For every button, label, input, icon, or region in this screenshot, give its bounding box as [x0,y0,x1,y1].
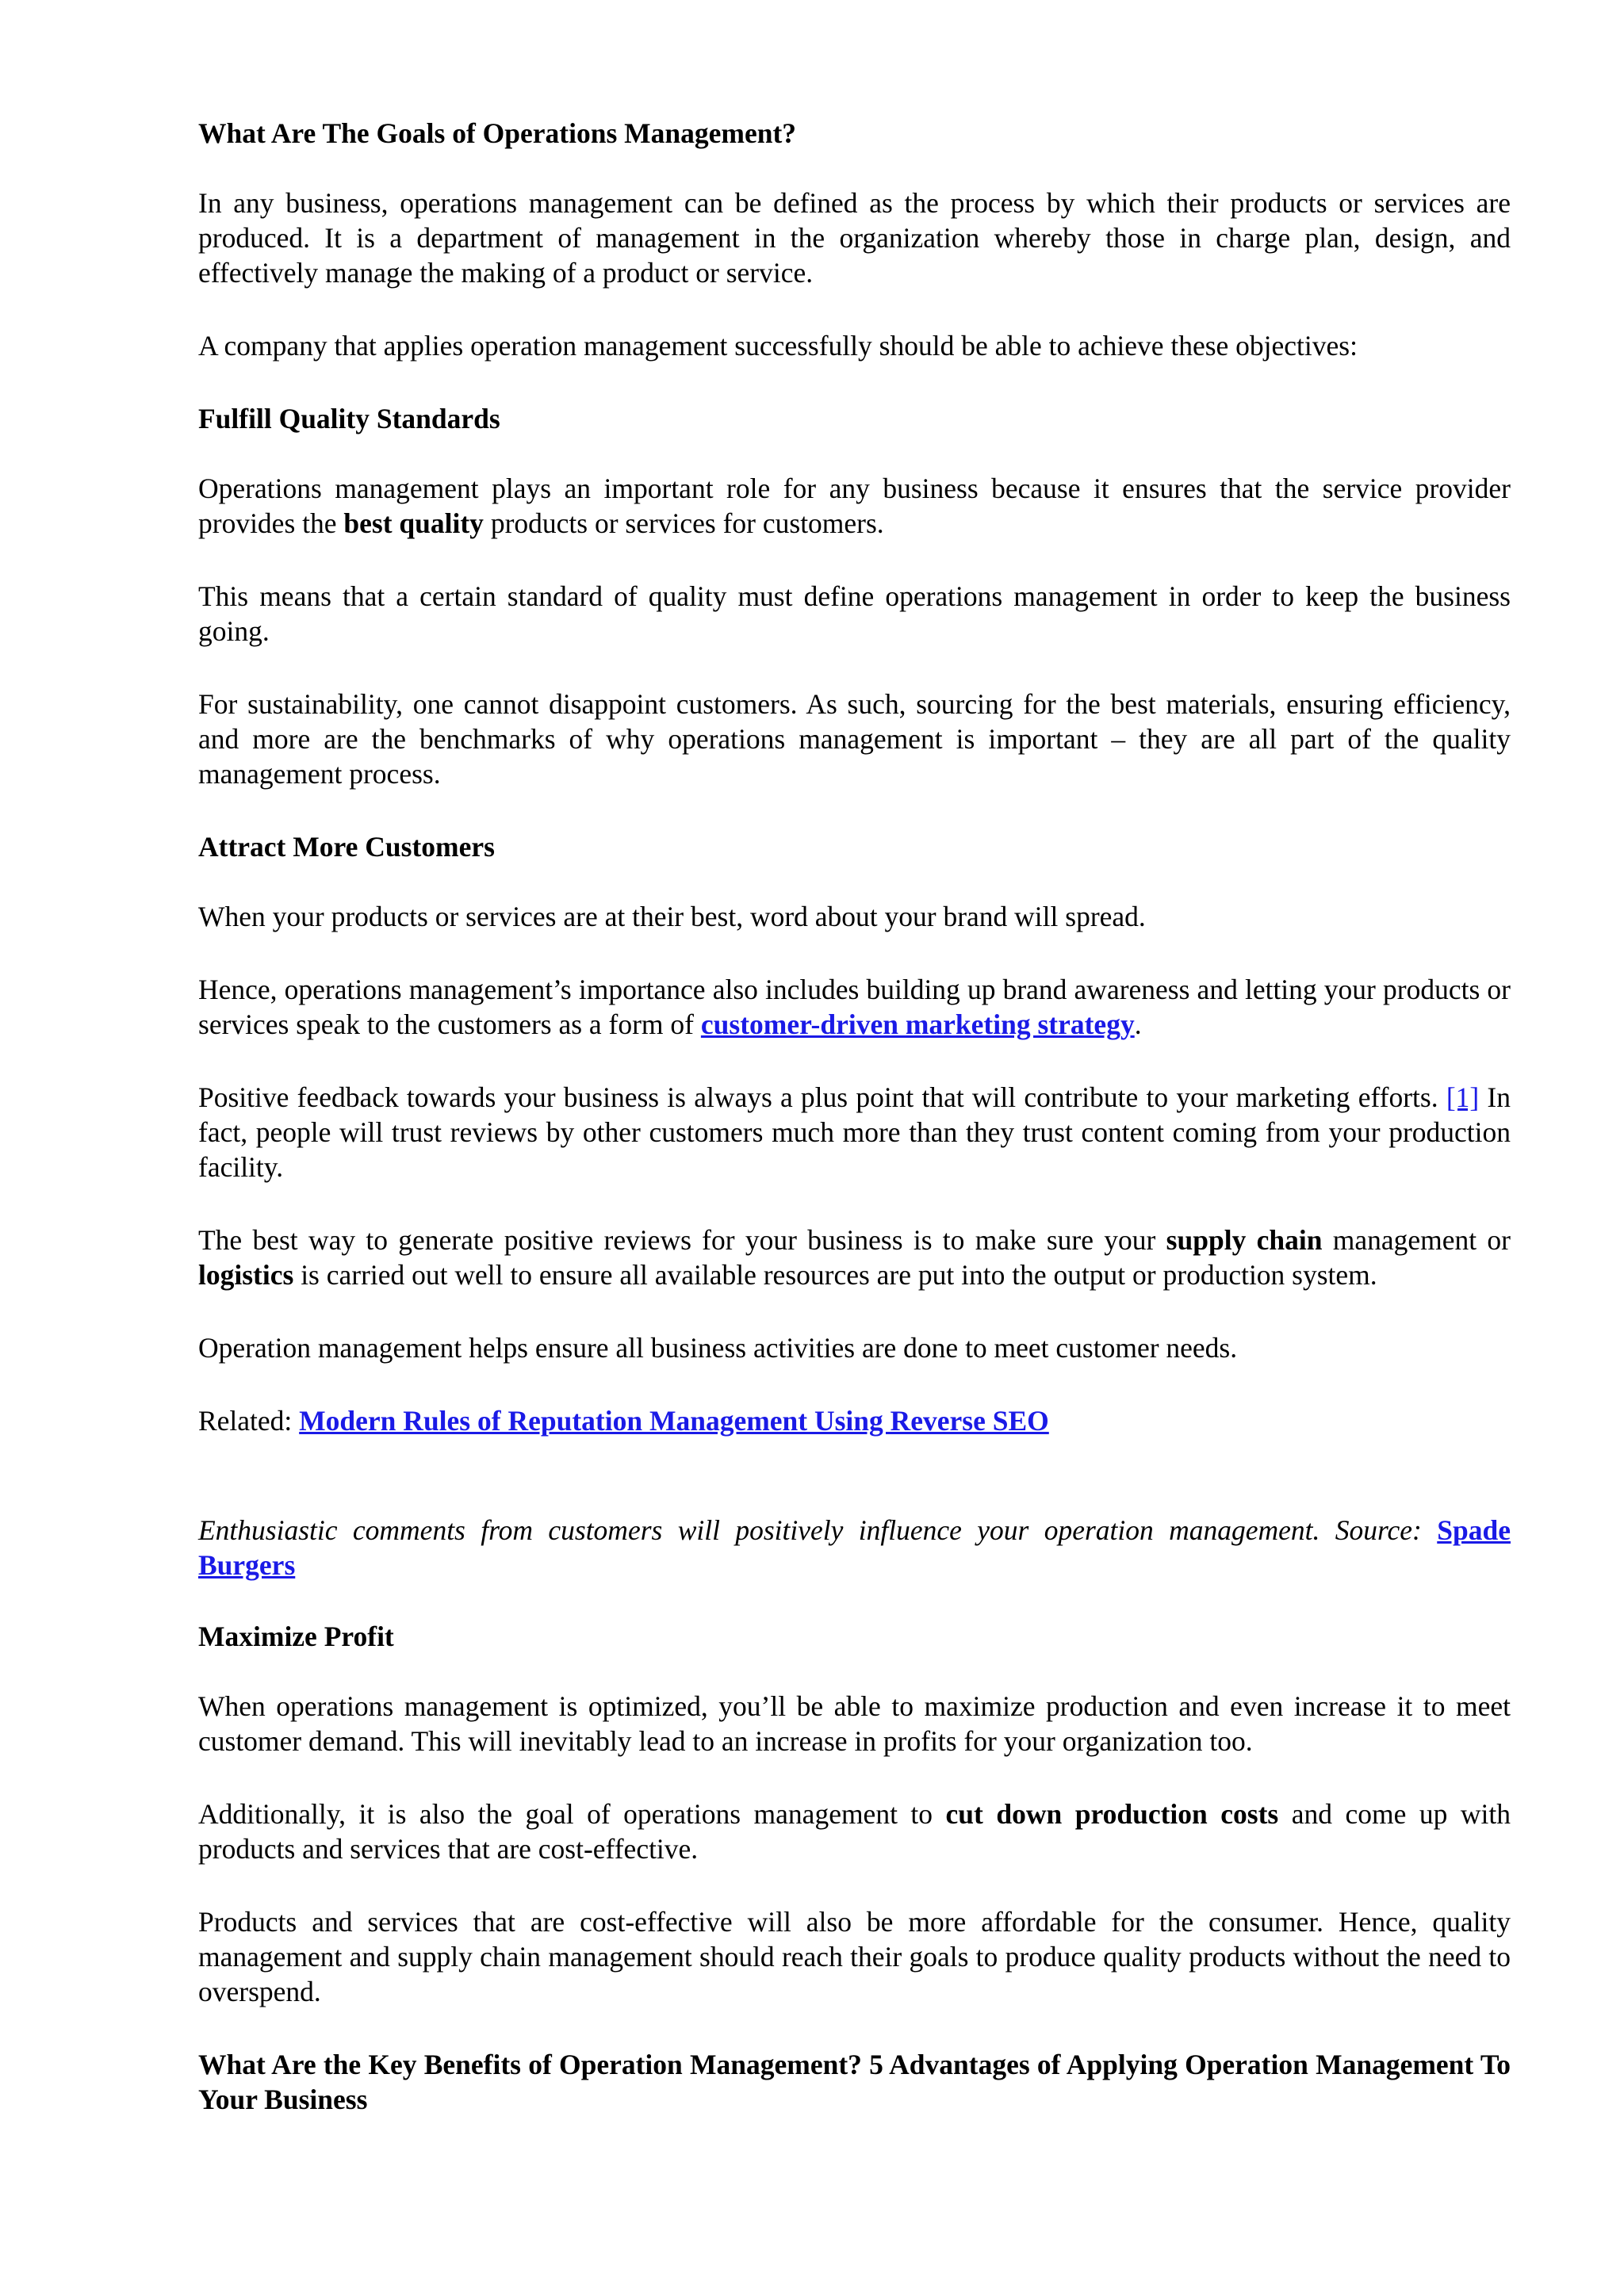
subheading-profit: Maximize Profit [198,1621,394,1652]
bold-cut-costs: cut down production costs [945,1798,1279,1830]
paragraph-sustainability: For sustainability, one cannot disappoint customers. As such, sourcing for the best materials, ensuring efficiency, and more are the benchmarks of why operations management is important – they are all part of the quality management process. [198,688,1511,790]
paragraph-quality-standard: This means that a certain standard of quality must define operations management in order to keep the business going. [198,580,1511,647]
image-caption: Enthusiastic comments from customers will positively influence your operation management. Source: Spade Burgers [198,1514,1511,1581]
link-customer-driven-marketing[interactable]: customer-driven marketing strategy [700,1008,1135,1040]
paragraph-brand-awareness: Hence, operations management’s importance also includes building up brand awareness and letting your products or services speak to the customers as a form of customer-driven marketing strategy. [198,974,1511,1040]
paragraph-affordable: Products and services that are cost-effective will also be more affordable for the consumer. Hence, quality management and supply chain management should reach their goals to produce quality products without the need to overspend. [198,1906,1511,2007]
paragraph-positive-feedback: Positive feedback towards your business is always a plus point that will contribute to your marketing efforts. [1] In fact, people will trust reviews by other customers much more than they trust content coming from your production facility. [198,1081,1511,1183]
link-reputation-management[interactable]: Modern Rules of Reputation Management Using Reverse SEO [299,1405,1049,1437]
document-page [198,116,1511,2152]
paragraph-related: Related: Modern Rules of Reputation Management Using Reverse SEO [198,1405,1049,1437]
subheading-customers: Attract More Customers [198,831,495,863]
paragraph-customer-needs: Operation management helps ensure all business activities are done to meet customer needs. [198,1332,1238,1364]
paragraph-word-spread: When your products or services are at their best, word about your brand will spread. [198,901,1146,932]
subheading-quality: Fulfill Quality Standards [198,403,500,434]
paragraph-objectives-intro: A company that applies operation management successfully should be able to achieve these objectives: [198,330,1358,362]
paragraph-definition: In any business, operations management can be defined as the process by which their products or services are produced. It is a department of management in the organization whereby those in charge plan, design, and effectively manage the making of a product or service. [198,187,1511,289]
footnote-link-1[interactable]: [1] [1446,1081,1480,1113]
paragraph-cut-costs: Additionally, it is also the goal of operations management to cut down production costs and come up with products and services that are cost-effective. [198,1798,1511,1865]
section-heading-benefits: What Are the Key Benefits of Operation Management? 5 Advantages of Applying Operation Management To Your Business [198,2049,1511,2115]
paragraph-positive-reviews: The best way to generate positive reviews for your business is to make sure your supply chain management or logistics is carried out well to ensure all available resources are put into the output or production system. [198,1224,1511,1291]
section-heading-goals: What Are The Goals of Operations Management? [198,117,797,149]
paragraph-quality-role: Operations management plays an important role for any business because it ensures that the service provider provides the best quality products or services for customers. [198,473,1511,539]
paragraph-maximize-production: When operations management is optimized, you’ll be able to maximize production and even increase it to meet customer demand. This will inevitably lead to an increase in profits for your organization too. [198,1690,1511,1757]
link-spade-burgers[interactable]: Spade Burgers [198,1514,1511,1581]
bold-logistics: logistics [198,1259,294,1291]
bold-supply-chain: supply chain [1166,1224,1323,1256]
bold-best-quality: best quality [343,507,484,539]
